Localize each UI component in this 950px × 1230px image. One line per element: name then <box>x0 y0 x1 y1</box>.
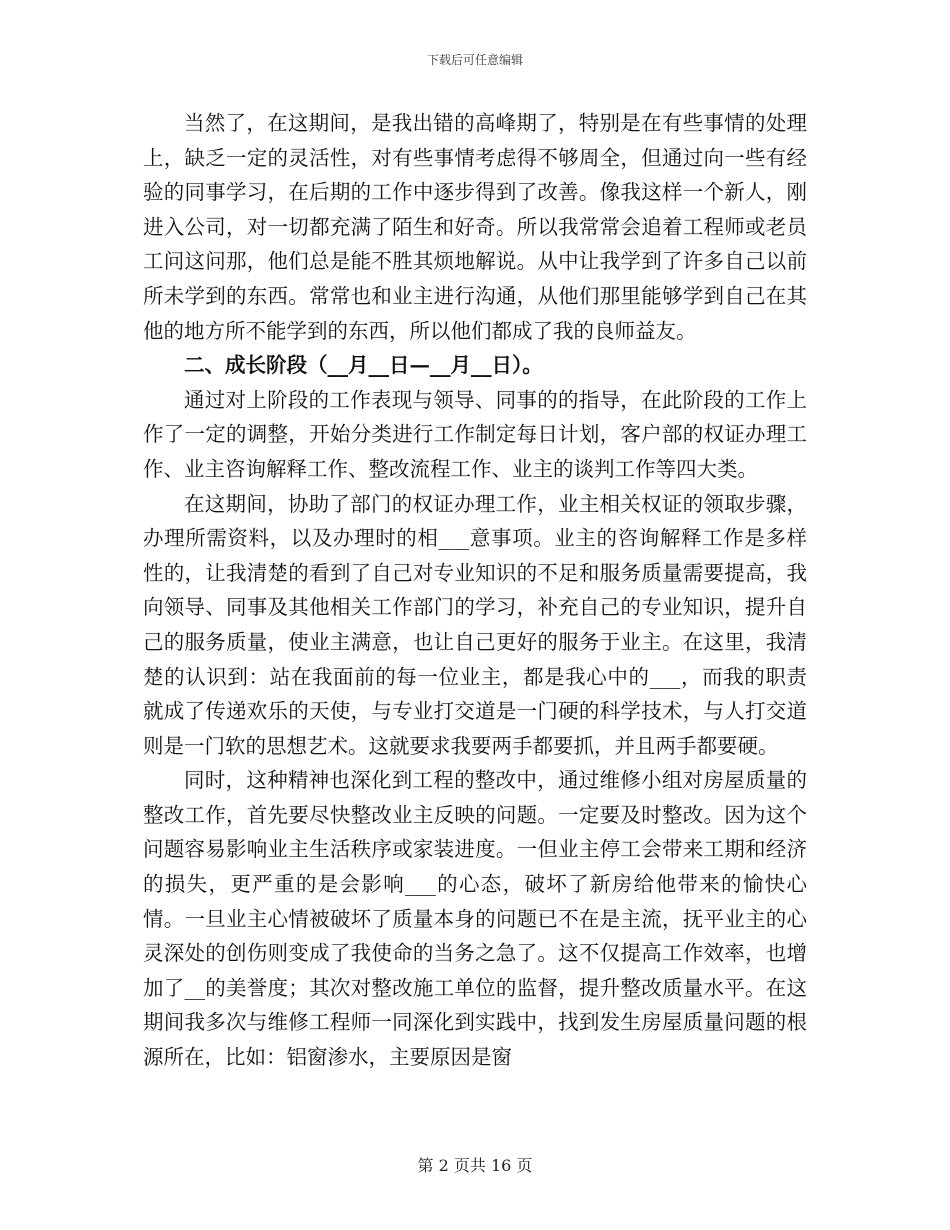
paragraph-work-adjustment: 通过对上阶段的工作表现与领导、同事的的指导，在此阶段的工作上作了一定的调整，开始分类进行工作制定每日计划，客户部的权证办理工作、业主咨询解释工作、整改流程工作、业主的谈判工作等四大类。 <box>143 387 807 481</box>
paragraph-mistakes-period: 当然了，在这期间，是我出错的高峰期了，特别是在有些事情的处理上，缺乏一定的灵活性，对有些事情考虑得不够周全，但通过向一些有经验的同事学习，在后期的工作中逐步得到了改善。像我这样一个新人，刚进入公司，对一切都充满了陌生和好奇。所以我常常会追着工程师或老员工问这问那，他们总是能不胜其烦地解说。从中让我学到了许多自己以前所未学到的东西。常常也和业主进行沟通，从他们那里能够学到自己在其他的地方所不能学到的东西，所以他们都成了我的良师益友。 <box>143 111 807 343</box>
document-body <box>143 106 807 1075</box>
page-header-note: 下载后可任意编辑 <box>426 53 523 67</box>
paragraph-certificate-work: 在这期间，协助了部门的权证办理工作，业主相关权证的领取步骤，办理所需资料，以及办理时的相___意事项。业主的咨询解释工作是多样性的，让我清楚的看到了自己对专业知识的不足和服务质量需要提高，我向领导、同事及其他相关工作部门的学习，补充自己的专业知识，提升自己的服务质量，使业主满意，也让自己更好的服务于业主。在这里，我清楚的认识到：站在我面前的每一位业主，都是我心中的___，而我的职责就成了传递欢乐的天使，与专业打交道是一门硬的科学技术，与人打交道则是一门软的思想艺术。这就要求我要两手都要抓，并且两手都要硬。 <box>143 491 807 758</box>
paragraph-rectification-work: 同时，这种精神也深化到工程的整改中，通过维修小组对房屋质量的整改工作，首先要尽快整改业主反映的问题。一定要及时整改。因为这个问题容易影响业主生活秩序或家装进度。一但业主停工会带来工期和经济的损失，更严重的是会影响___的心态，破坏了新房给他带来的愉快心情。一旦业主心情被破坏了质量本身的问题已不在是主流，抚平业主的心灵深处的创伤则变成了我使命的当务之急了。这不仅提高工作效率，也增加了__的美誉度；其次对整改施工单位的监督，提升整改质量水平。在这期间我多次与维修工程师一同深化到实践中，找到发生房屋质量问题的根源所在，比如：铝窗渗水，主要原因是窗 <box>143 768 807 1070</box>
section-heading-growth-stage: 二、成长阶段（__月__日—__月__日）。 <box>184 353 543 378</box>
page-number: 第 2 页共 16 页 <box>417 1156 533 1175</box>
